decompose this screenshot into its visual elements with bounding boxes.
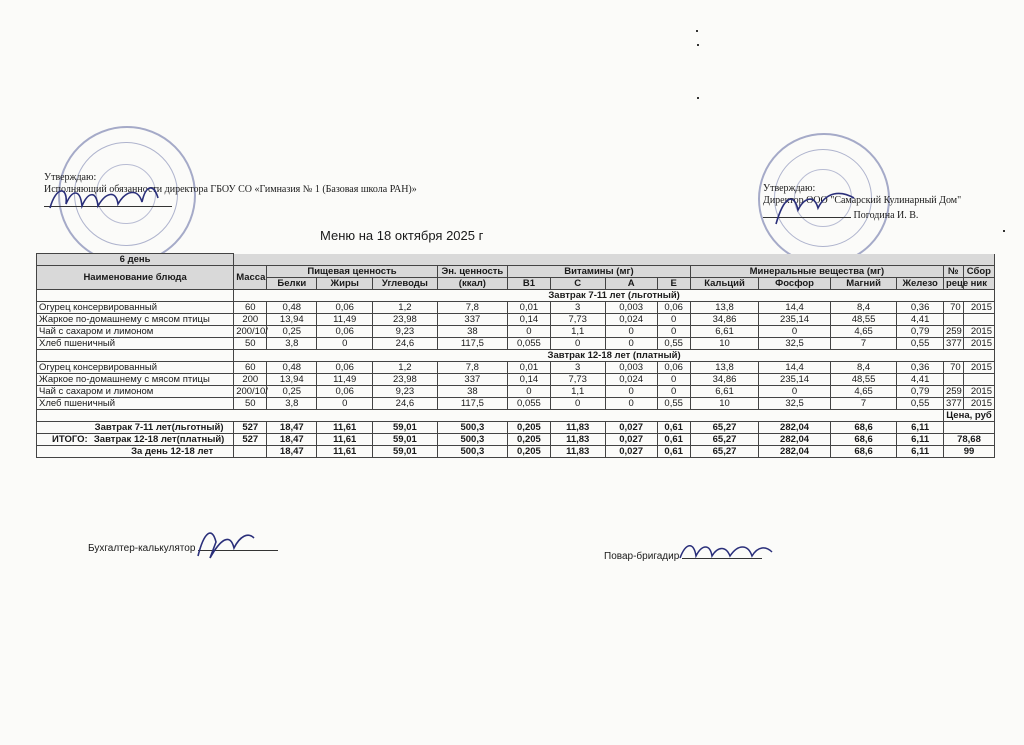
cell-fat: 0,06 bbox=[317, 386, 373, 398]
cell-fat: 0,06 bbox=[317, 362, 373, 374]
cell-collection: 2015 bbox=[963, 398, 994, 410]
cell-a: 0 bbox=[605, 338, 657, 350]
section-title: Завтрак 7-11 лет (льготный) bbox=[234, 290, 995, 302]
total-protein: 18,47 bbox=[267, 446, 317, 458]
header-carbs: Углеводы bbox=[373, 278, 437, 290]
cell-p: 14,4 bbox=[759, 302, 831, 314]
total-c: 11,83 bbox=[550, 422, 605, 434]
section-spacer bbox=[37, 290, 234, 302]
cell-fat: 0,06 bbox=[317, 302, 373, 314]
approval-right-line1: Утверждаю: bbox=[763, 183, 816, 194]
header-iron: Железо bbox=[897, 278, 944, 290]
header-collection-2: ник bbox=[963, 278, 994, 290]
cell-collection: 2015 bbox=[963, 302, 994, 314]
scan-speck bbox=[697, 44, 699, 46]
cell-p: 32,5 bbox=[759, 398, 831, 410]
cell-protein: 0,48 bbox=[267, 302, 317, 314]
cell-mass: 50 bbox=[234, 398, 267, 410]
total-fe: 6,11 bbox=[897, 422, 944, 434]
header-c: С bbox=[550, 278, 605, 290]
cell-a: 0 bbox=[605, 326, 657, 338]
total-protein: 18,47 bbox=[267, 422, 317, 434]
cell-recipe: 377 bbox=[943, 398, 963, 410]
cell-ca: 6,61 bbox=[690, 326, 758, 338]
cell-mass: 60 bbox=[234, 302, 267, 314]
total-e: 0,61 bbox=[657, 422, 690, 434]
total-fat: 11,61 bbox=[317, 434, 373, 446]
table-row bbox=[37, 326, 995, 338]
approval-right-line2: Директор ООО "Самарский Кулинарный Дом" bbox=[763, 195, 962, 206]
total-p: 282,04 bbox=[759, 422, 831, 434]
total-mass bbox=[234, 446, 267, 458]
cell-b1: 0,01 bbox=[508, 362, 551, 374]
day-label: 6 день bbox=[37, 254, 234, 266]
table-row bbox=[37, 398, 995, 410]
cell-energy: 38 bbox=[437, 326, 508, 338]
totals-row bbox=[37, 434, 995, 446]
cell-p: 0 bbox=[759, 326, 831, 338]
cell-ca: 6,61 bbox=[690, 386, 758, 398]
accountant-label: Бухгалтер-калькулятор bbox=[88, 543, 196, 554]
cell-ca: 34,86 bbox=[690, 314, 758, 326]
total-p: 282,04 bbox=[759, 434, 831, 446]
header-energy-unit: (ккал) bbox=[437, 278, 508, 290]
header-mass: Масса bbox=[234, 266, 267, 290]
table-row bbox=[37, 362, 995, 374]
cell-e: 0,55 bbox=[657, 338, 690, 350]
cell-e: 0 bbox=[657, 326, 690, 338]
menu-title: Меню на 18 октября 2025 г bbox=[320, 228, 484, 243]
cell-carbs: 1,2 bbox=[373, 362, 437, 374]
cell-e: 0,06 bbox=[657, 362, 690, 374]
cell-fe: 0,79 bbox=[897, 326, 944, 338]
cell-fat: 0,06 bbox=[317, 326, 373, 338]
cell-p: 14,4 bbox=[759, 362, 831, 374]
scan-speck bbox=[697, 97, 699, 99]
total-ca: 65,27 bbox=[690, 446, 758, 458]
total-fat: 11,61 bbox=[317, 422, 373, 434]
cell-recipe bbox=[943, 314, 963, 326]
header-recipe-2: реце bbox=[943, 278, 963, 290]
cell-c: 7,73 bbox=[550, 314, 605, 326]
cell-c: 1,1 bbox=[550, 326, 605, 338]
cell-recipe: 70 bbox=[943, 362, 963, 374]
cell-recipe: 70 bbox=[943, 302, 963, 314]
total-mg: 68,6 bbox=[830, 446, 896, 458]
header-b1: В1 bbox=[508, 278, 551, 290]
cell-mass: 60 bbox=[234, 362, 267, 374]
dish-name: Огурец консервированный bbox=[37, 362, 234, 374]
cell-ca: 34,86 bbox=[690, 374, 758, 386]
total-mg: 68,6 bbox=[830, 434, 896, 446]
cell-a: 0,024 bbox=[605, 314, 657, 326]
cell-carbs: 24,6 bbox=[373, 398, 437, 410]
cell-b1: 0 bbox=[508, 386, 551, 398]
cell-e: 0 bbox=[657, 374, 690, 386]
header-name: Наименование блюда bbox=[37, 266, 234, 290]
totals-row-name: Завтрак 7-11 лет(льготный) bbox=[94, 422, 224, 433]
table-row bbox=[37, 374, 995, 386]
section-spacer bbox=[37, 350, 234, 362]
total-carbs: 59,01 bbox=[373, 422, 437, 434]
header-magnesium: Магний bbox=[830, 278, 896, 290]
cell-fat: 11,49 bbox=[317, 314, 373, 326]
cell-e: 0 bbox=[657, 314, 690, 326]
cell-e: 0,55 bbox=[657, 398, 690, 410]
totals-name bbox=[37, 434, 234, 446]
cell-recipe bbox=[943, 374, 963, 386]
total-e: 0,61 bbox=[657, 434, 690, 446]
total-mass: 527 bbox=[234, 434, 267, 446]
cell-collection: 2015 bbox=[963, 386, 994, 398]
cell-collection: 2015 bbox=[963, 362, 994, 374]
totals-row bbox=[37, 422, 995, 434]
header-calcium: Кальций bbox=[690, 278, 758, 290]
cell-c: 0 bbox=[550, 338, 605, 350]
cell-energy: 117,5 bbox=[437, 338, 508, 350]
cell-fe: 4,41 bbox=[897, 314, 944, 326]
total-c: 11,83 bbox=[550, 434, 605, 446]
cell-fat: 0 bbox=[317, 398, 373, 410]
cell-a: 0,024 bbox=[605, 374, 657, 386]
left-signature bbox=[46, 180, 166, 220]
cell-a: 0,003 bbox=[605, 362, 657, 374]
chef-label: Повар-бригадир bbox=[604, 551, 680, 562]
price-label: Цена, руб bbox=[943, 410, 994, 422]
total-ca: 65,27 bbox=[690, 422, 758, 434]
cell-ca: 10 bbox=[690, 398, 758, 410]
cell-mass: 50 bbox=[234, 338, 267, 350]
total-ca: 65,27 bbox=[690, 434, 758, 446]
cell-fe: 0,79 bbox=[897, 386, 944, 398]
cell-protein: 13,94 bbox=[267, 374, 317, 386]
cell-protein: 0,25 bbox=[267, 386, 317, 398]
cell-energy: 117,5 bbox=[437, 398, 508, 410]
cell-b1: 0 bbox=[508, 326, 551, 338]
cell-energy: 337 bbox=[437, 314, 508, 326]
cell-p: 32,5 bbox=[759, 338, 831, 350]
cell-mass: 200 bbox=[234, 314, 267, 326]
cell-recipe: 259 bbox=[943, 326, 963, 338]
dish-name: Жаркое по-домашнему с мясом птицы bbox=[37, 374, 234, 386]
header-collection: Сбор bbox=[963, 266, 994, 278]
cell-fe: 0,36 bbox=[897, 302, 944, 314]
totals-price-header bbox=[37, 410, 995, 422]
totals-spacer bbox=[37, 410, 944, 422]
cell-a: 0 bbox=[605, 386, 657, 398]
total-protein: 18,47 bbox=[267, 434, 317, 446]
section-title: Завтрак 12-18 лет (платный) bbox=[234, 350, 995, 362]
total-e: 0,61 bbox=[657, 446, 690, 458]
cell-p: 235,14 bbox=[759, 314, 831, 326]
total-b1: 0,205 bbox=[508, 434, 551, 446]
header-nutrition: Пищевая ценность bbox=[267, 266, 437, 278]
cell-protein: 3,8 bbox=[267, 338, 317, 350]
header-phosphorus: Фосфор bbox=[759, 278, 831, 290]
cell-fat: 11,49 bbox=[317, 374, 373, 386]
cell-carbs: 1,2 bbox=[373, 302, 437, 314]
cell-collection: 2015 bbox=[963, 326, 994, 338]
header-fat: Жиры bbox=[317, 278, 373, 290]
accountant-signature bbox=[190, 522, 260, 564]
dish-name: Жаркое по-домашнему с мясом птицы bbox=[37, 314, 234, 326]
cell-recipe: 377 bbox=[943, 338, 963, 350]
table-row bbox=[37, 338, 995, 350]
total-mg: 68,6 bbox=[830, 422, 896, 434]
cell-c: 1,1 bbox=[550, 386, 605, 398]
chef-signature bbox=[676, 538, 776, 568]
header-recipe: № bbox=[943, 266, 963, 278]
total-carbs: 59,01 bbox=[373, 434, 437, 446]
dish-name: Хлеб пшеничный bbox=[37, 398, 234, 410]
cell-energy: 7,8 bbox=[437, 302, 508, 314]
cell-fe: 0,55 bbox=[897, 398, 944, 410]
cell-collection bbox=[963, 374, 994, 386]
cell-mg: 4,65 bbox=[830, 386, 896, 398]
cell-fe: 0,55 bbox=[897, 338, 944, 350]
cell-mass: 200/10/ bbox=[234, 386, 267, 398]
approval-left-line1: Утверждаю: bbox=[44, 172, 97, 183]
cell-mass: 200/10/ bbox=[234, 326, 267, 338]
totals-row bbox=[37, 446, 995, 458]
cell-fe: 0,36 bbox=[897, 362, 944, 374]
cell-b1: 0,055 bbox=[508, 398, 551, 410]
table-row bbox=[37, 386, 995, 398]
cell-fe: 4,41 bbox=[897, 374, 944, 386]
cell-c: 3 bbox=[550, 362, 605, 374]
cell-mg: 7 bbox=[830, 398, 896, 410]
cell-collection bbox=[963, 314, 994, 326]
total-b1: 0,205 bbox=[508, 422, 551, 434]
total-carbs: 59,01 bbox=[373, 446, 437, 458]
cell-collection: 2015 bbox=[963, 338, 994, 350]
cell-fat: 0 bbox=[317, 338, 373, 350]
cell-ca: 13,8 bbox=[690, 302, 758, 314]
cell-b1: 0,14 bbox=[508, 314, 551, 326]
dish-name: Огурец консервированный bbox=[37, 302, 234, 314]
cell-carbs: 23,98 bbox=[373, 314, 437, 326]
menu-table bbox=[36, 253, 995, 458]
cell-b1: 0,14 bbox=[508, 374, 551, 386]
right-signature bbox=[770, 188, 860, 230]
total-a: 0,027 bbox=[605, 446, 657, 458]
cell-b1: 0,01 bbox=[508, 302, 551, 314]
cell-b1: 0,055 bbox=[508, 338, 551, 350]
cell-a: 0 bbox=[605, 398, 657, 410]
cell-p: 0 bbox=[759, 386, 831, 398]
total-c: 11,83 bbox=[550, 446, 605, 458]
dish-name: Чай с сахаром и лимоном bbox=[37, 326, 234, 338]
cell-e: 0 bbox=[657, 386, 690, 398]
section-header bbox=[37, 290, 995, 302]
cell-mg: 4,65 bbox=[830, 326, 896, 338]
totals-name: За день 12-18 лет bbox=[37, 446, 234, 458]
cell-protein: 0,48 bbox=[267, 362, 317, 374]
section-header bbox=[37, 350, 995, 362]
total-a: 0,027 bbox=[605, 434, 657, 446]
total-price: 99 bbox=[943, 446, 994, 458]
table-row bbox=[37, 302, 995, 314]
scan-speck bbox=[696, 30, 698, 32]
cell-carbs: 24,6 bbox=[373, 338, 437, 350]
total-energy: 500,3 bbox=[437, 422, 508, 434]
total-fat: 11,61 bbox=[317, 446, 373, 458]
header-energy: Эн. ценность bbox=[437, 266, 508, 278]
cell-p: 235,14 bbox=[759, 374, 831, 386]
cell-energy: 337 bbox=[437, 374, 508, 386]
cell-c: 7,73 bbox=[550, 374, 605, 386]
totals-label: ИТОГО: bbox=[52, 434, 88, 445]
header-vitamins: Витамины (мг) bbox=[508, 266, 691, 278]
total-energy: 500,3 bbox=[437, 434, 508, 446]
header-protein: Белки bbox=[267, 278, 317, 290]
total-a: 0,027 bbox=[605, 422, 657, 434]
cell-a: 0,003 bbox=[605, 302, 657, 314]
cell-energy: 7,8 bbox=[437, 362, 508, 374]
total-fe: 6,11 bbox=[897, 446, 944, 458]
total-p: 282,04 bbox=[759, 446, 831, 458]
cell-energy: 38 bbox=[437, 386, 508, 398]
cell-ca: 10 bbox=[690, 338, 758, 350]
cell-mass: 200 bbox=[234, 374, 267, 386]
cell-e: 0,06 bbox=[657, 302, 690, 314]
cell-mg: 8,4 bbox=[830, 302, 896, 314]
dish-name: Хлеб пшеничный bbox=[37, 338, 234, 350]
cell-protein: 0,25 bbox=[267, 326, 317, 338]
cell-protein: 3,8 bbox=[267, 398, 317, 410]
dish-name: Чай с сахаром и лимоном bbox=[37, 386, 234, 398]
cell-mg: 7 bbox=[830, 338, 896, 350]
total-fe: 6,11 bbox=[897, 434, 944, 446]
cell-c: 3 bbox=[550, 302, 605, 314]
cell-carbs: 9,23 bbox=[373, 386, 437, 398]
total-b1: 0,205 bbox=[508, 446, 551, 458]
header-a: А bbox=[605, 278, 657, 290]
total-price: 78,68 bbox=[943, 434, 994, 446]
table-row bbox=[37, 314, 995, 326]
cell-protein: 13,94 bbox=[267, 314, 317, 326]
cell-carbs: 23,98 bbox=[373, 374, 437, 386]
scan-speck bbox=[1003, 230, 1005, 232]
cell-mg: 48,55 bbox=[830, 374, 896, 386]
cell-c: 0 bbox=[550, 398, 605, 410]
total-energy: 500,3 bbox=[437, 446, 508, 458]
totals-row-name: Завтрак 12-18 лет(платный) bbox=[93, 434, 225, 445]
header-e: Е bbox=[657, 278, 690, 290]
cell-ca: 13,8 bbox=[690, 362, 758, 374]
cell-recipe: 259 bbox=[943, 386, 963, 398]
approval-right-name: Погодина И. В. bbox=[853, 210, 919, 221]
approval-left-line2: Исполняющий обязанности директора ГБОУ СО «Гимназия № 1 (Базовая школа РАН)» bbox=[44, 184, 417, 195]
header-minerals: Минеральные вещества (мг) bbox=[690, 266, 943, 278]
total-price bbox=[943, 422, 994, 434]
totals-name bbox=[37, 422, 234, 434]
cell-carbs: 9,23 bbox=[373, 326, 437, 338]
cell-mg: 8,4 bbox=[830, 362, 896, 374]
total-mass: 527 bbox=[234, 422, 267, 434]
cell-mg: 48,55 bbox=[830, 314, 896, 326]
